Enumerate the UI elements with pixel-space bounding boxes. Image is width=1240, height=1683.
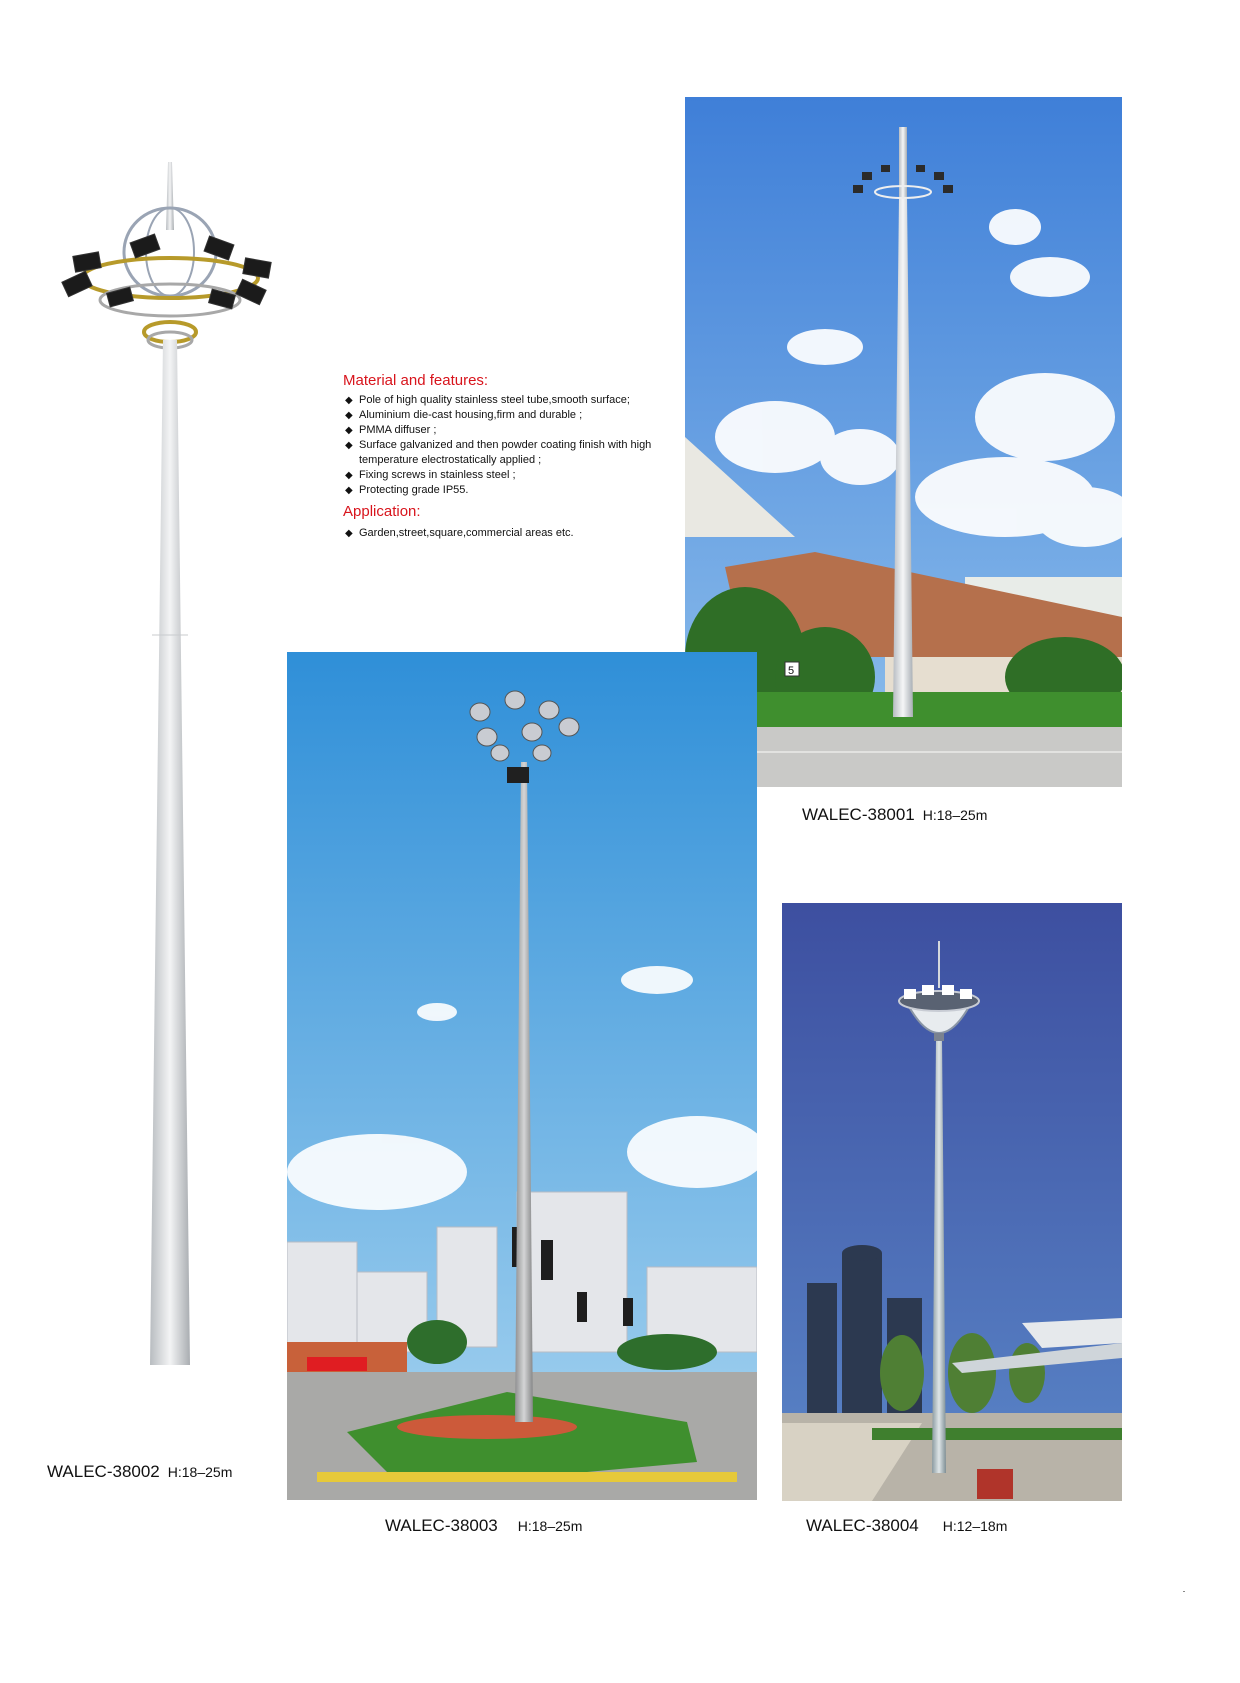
- diamond-bullet-icon: ◆: [345, 470, 353, 481]
- diamond-bullet-icon: ◆: [345, 395, 353, 406]
- feature-item: ◆ PMMA diffuser ;: [345, 424, 437, 436]
- caption-38003: [385, 1516, 582, 1536]
- height-38003: H:18–25m: [517, 1518, 583, 1534]
- diamond-bullet-icon: ◆: [345, 410, 353, 421]
- photo-38004: [782, 903, 1122, 1501]
- speed-sign-number: 5: [788, 665, 795, 677]
- caption-38004: [806, 1516, 1007, 1536]
- feature-list: [343, 393, 673, 498]
- model-38004: WALEC-38004: [806, 1516, 919, 1535]
- page-speck: [1183, 1591, 1185, 1592]
- model-38001: WALEC-38001: [802, 805, 915, 824]
- caption-38001: [802, 805, 987, 825]
- application-title: Application:: [343, 503, 421, 520]
- diamond-bullet-icon: ◆: [345, 425, 353, 436]
- diamond-bullet-icon: ◆: [345, 440, 353, 451]
- height-38001: H:18–25m: [922, 807, 988, 823]
- application-item: ◆ Garden,street,square,commercial areas etc.: [345, 527, 574, 539]
- caption-38002: [47, 1462, 232, 1482]
- feature-item: ◆ Surface galvanized and then powder coating finish with high temperature electrostatically applied ;: [345, 439, 652, 466]
- features-block: [343, 372, 673, 541]
- model-38002: WALEC-38002: [47, 1462, 160, 1481]
- height-38004: H:12–18m: [942, 1518, 1008, 1534]
- photo-38003: [287, 652, 757, 1500]
- feature-item: ◆ Aluminium die-cast housing,firm and durable ;: [345, 409, 583, 421]
- feature-item: ◆ Protecting grade IP55.: [345, 484, 469, 496]
- application-list: [343, 526, 673, 541]
- pole-38002-illustration: [60, 160, 290, 1460]
- height-38002: H:18–25m: [167, 1464, 233, 1480]
- material-title: Material and features:: [343, 372, 489, 389]
- feature-item: ◆ Pole of high quality stainless steel tube,smooth surface;: [345, 394, 630, 406]
- diamond-bullet-icon: ◆: [345, 485, 353, 496]
- model-38003: WALEC-38003: [385, 1516, 498, 1535]
- diamond-bullet-icon: ◆: [345, 528, 353, 539]
- feature-item: ◆ Fixing screws in stainless steel ;: [345, 469, 516, 481]
